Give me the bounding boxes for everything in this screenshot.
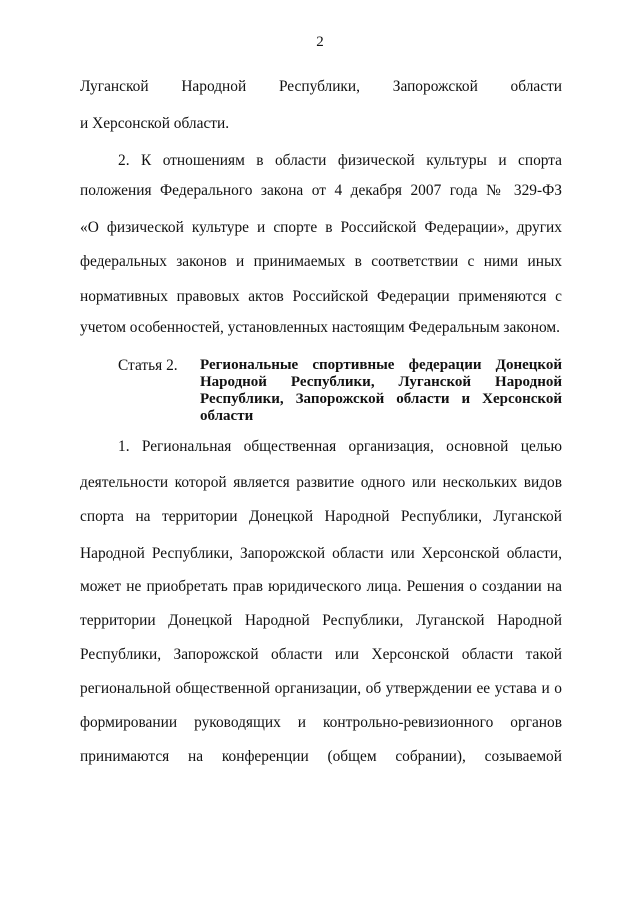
text-line: может не приобретать прав юридического лица. Решения о создании на xyxy=(80,578,562,595)
text-line: принимаются на конференции (общем собрании), созываемой xyxy=(80,748,562,765)
text-line: учетом особенностей, установленных настоящим Федеральным законом. xyxy=(80,319,560,336)
article-title-line: Народной Республики, Луганской Народной xyxy=(200,374,562,390)
article-title-line: Республики, Запорожской области и Херсонской xyxy=(200,391,562,407)
text-line: региональной общественной организации, об утверждении ее устава и о xyxy=(80,680,562,697)
text-line: формировании руководящих и контрольно-ревизионного органов xyxy=(80,714,562,731)
text-line: положения Федерального закона от 4 декабря 2007 года № 329-ФЗ xyxy=(80,182,562,199)
text-line: Луганской Народной Республики, Запорожской области xyxy=(80,78,562,95)
article-title-line: Региональные спортивные федерации Донецкой xyxy=(200,357,562,373)
text-line: «О физической культуре и спорте в Российской Федерации», других xyxy=(80,219,562,236)
text-line: федеральных законов и принимаемых в соответствии с ними иных xyxy=(80,253,562,270)
text-line: спорта на территории Донецкой Народной Республики, Луганской xyxy=(80,508,562,525)
page-number: 2 xyxy=(316,34,324,50)
text-line: Народной Республики, Запорожской области или Херсонской области, xyxy=(80,545,562,562)
article-title-line: области xyxy=(200,408,254,424)
text-line: деятельности которой является развитие одного или нескольких видов xyxy=(80,474,562,491)
text-line: нормативных правовых актов Российской Федерации применяются с xyxy=(80,288,562,305)
text-line: 2. К отношениям в области физической культуры и спорта xyxy=(118,152,562,169)
text-line: территории Донецкой Народной Республики, Луганской Народной xyxy=(80,612,562,629)
text-line: 1. Региональная общественная организация, основной целью xyxy=(118,438,562,455)
text-line: Республики, Запорожской области или Херсонской области такой xyxy=(80,646,562,663)
article-label: Статья 2. xyxy=(118,357,178,374)
text-line: и Херсонской области. xyxy=(80,115,230,132)
